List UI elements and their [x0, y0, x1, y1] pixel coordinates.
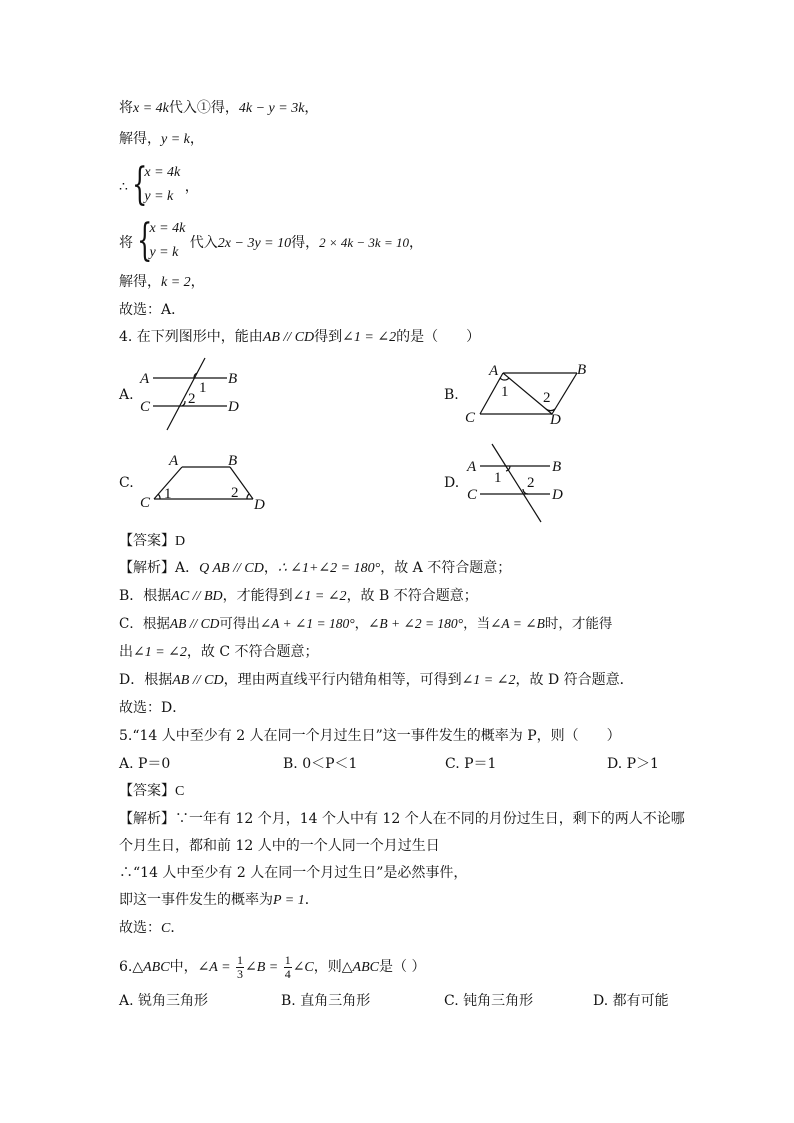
label-1: 1	[164, 486, 172, 502]
q6-option-a: A. 锐角三角形	[119, 993, 209, 1009]
label-a: A	[140, 371, 150, 387]
label-2: 2	[231, 485, 239, 501]
label-c: C	[465, 410, 476, 426]
q5-option-b: B. 0＜P＜1	[283, 756, 358, 772]
q5-choice: 故选：C．	[119, 920, 185, 936]
figure-c	[137, 452, 273, 514]
q5-option-c: C. P＝1	[445, 756, 497, 772]
fraction-one-third: $\frac{1}{3}$	[237, 952, 244, 981]
label-b: B	[228, 371, 238, 387]
label-c: C	[467, 487, 478, 503]
q4-explanation-4: 出∠1 = ∠2，故 C 不符合题意；	[119, 644, 319, 660]
q4-explanation-5: D．根据AB // CD，理由两直线平行内错角相等，可得到∠1 = ∠2，故 D 符合题意．	[119, 672, 634, 688]
label-d: D	[550, 412, 561, 427]
q4-explanation-3: C．根据AB // CD可得出∠A + ∠1 = 180°，∠B + ∠2 = 180°，当∠A = ∠B时，才能得	[119, 616, 613, 632]
q4-option-b-label: B.	[444, 387, 459, 403]
angle-2-arc	[247, 494, 249, 499]
q4-option-d-label: D.	[444, 475, 460, 491]
label-a: A	[467, 459, 477, 475]
q6-option-c: C. 钝角三角形	[444, 993, 534, 1009]
figure-b	[461, 359, 591, 427]
label-d: D	[254, 497, 265, 513]
label-d: D	[228, 399, 239, 415]
q4-option-a-label: A.	[119, 387, 134, 403]
q5-answer: 【答案】C	[119, 783, 185, 799]
label-2: 2	[543, 390, 551, 406]
solution-line-2: 解得，y = k，	[119, 131, 204, 147]
label-1: 1	[494, 470, 502, 486]
q5-explanation-3: ∴“14 人中至少有 2 人在同一个月过生日”是必然事件，	[119, 865, 468, 881]
q5-explanation-1: 【解析】∵一年有 12 个月，14 个人中有 12 个人在不同的月份过生日，剩下的两人不论哪	[119, 811, 685, 827]
equation-system: { x = 4k y = k	[132, 159, 181, 210]
q4-explanation-2: B．根据AC // BD，才能得到∠1 = ∠2，故 B 不符合题意；	[119, 588, 478, 604]
label-b: B	[228, 453, 238, 469]
q5-explanation-2: 个月生日，都和前 12 人中的一个人同一个月过生日	[119, 838, 440, 854]
q4-answer: 【答案】D	[119, 533, 186, 549]
q6-option-b: B. 直角三角形	[281, 993, 371, 1009]
label-b: B	[577, 362, 587, 378]
label-1: 1	[501, 384, 509, 400]
label-2: 2	[188, 391, 196, 407]
q5-option-a: A. P＝0	[119, 756, 171, 772]
q6-option-d: D. 都有可能	[593, 993, 669, 1009]
label-d: D	[552, 487, 563, 503]
label-1: 1	[199, 380, 207, 396]
label-c: C	[140, 399, 151, 415]
fraction-one-quarter: $\frac{1}{4}$	[284, 952, 291, 981]
q4-choice: 故选：D．	[119, 700, 187, 716]
line-bd	[552, 373, 577, 414]
label-c: C	[140, 495, 151, 511]
solution-line-4: 将 { x = 4k y = k 代入2x − 3y = 10得，2 × 4k − 3k = 10，	[119, 215, 423, 266]
angle-2-arc	[546, 409, 555, 411]
q6-options	[119, 990, 679, 1012]
figure-d	[464, 442, 594, 524]
q4-explanation-1: 【解析】A．Q AB // CD，∴ ∠1+∠2 = 180°，故 A 不符合题意；	[119, 560, 512, 576]
equation-system: { x = 4k y = k	[137, 215, 186, 266]
solution-line-5: 解得，k = 2，	[119, 274, 205, 290]
q5-explanation-4: 即这一事件发生的概率为P = 1．	[119, 892, 319, 908]
angle-1-arc	[158, 494, 160, 499]
label-b: B	[552, 459, 562, 475]
q4-stem: 4. 在下列图形中，能由AB // CD得到∠1 = ∠2的是（ ）	[119, 329, 481, 345]
q5-option-d: D. P＞1	[607, 756, 659, 772]
solution-line-3: ∴ { x = 4k y = k ，	[119, 159, 199, 210]
label-2: 2	[527, 475, 535, 491]
solution-line-1: 将x = 4k代入①得，4k − y = 3k，	[119, 100, 319, 116]
figure-a	[135, 356, 255, 434]
solution-choice: 故选：A．	[119, 302, 186, 318]
q6-stem: 6.△ABC中，∠A = $\frac{1}{3}$ ∠B = $\frac{1}{4}$ ∠C，则△ABC是（ ）	[119, 952, 426, 981]
angle-1-arc	[500, 378, 509, 380]
q5-options	[119, 753, 679, 775]
q5-stem: 5.“14 人中至少有 2 人在同一个月过生日”这一事件发生的概率为 P，则（ ）	[119, 728, 621, 744]
line-ac	[480, 373, 503, 414]
label-a: A	[489, 363, 499, 379]
label-a: A	[169, 453, 179, 469]
q4-option-c-label: C.	[119, 475, 134, 491]
